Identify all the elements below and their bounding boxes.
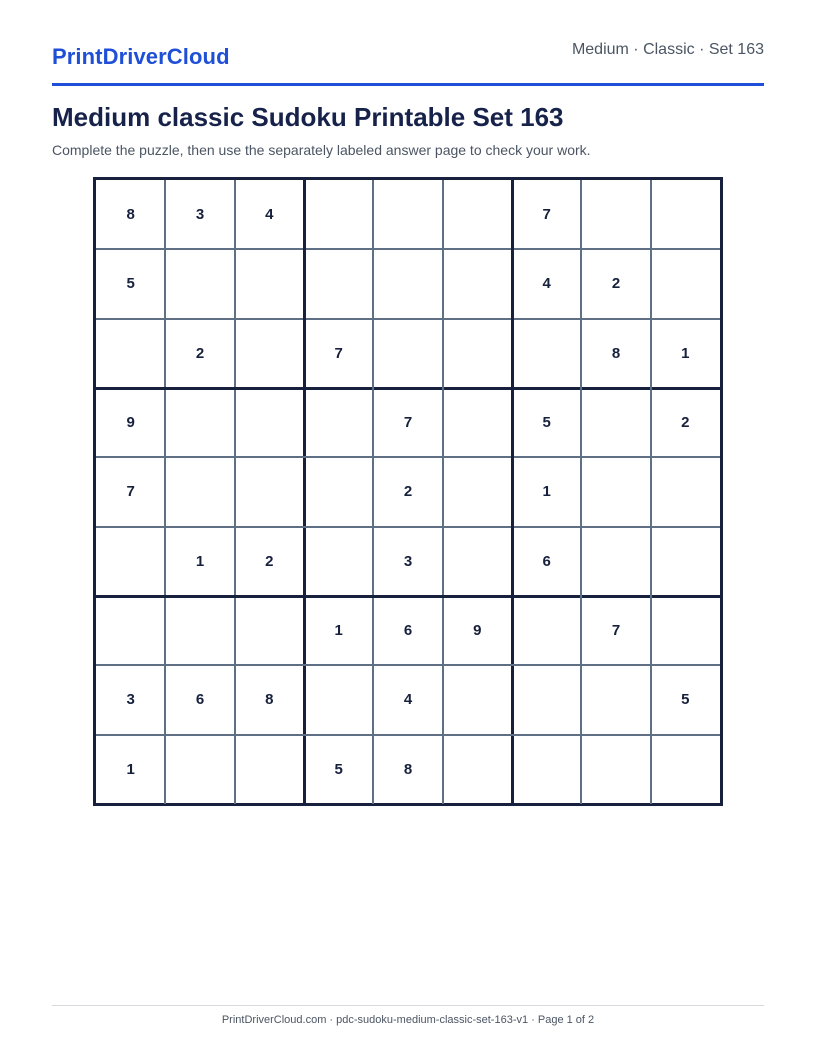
sudoku-cell	[443, 665, 512, 734]
sudoku-cell: 6	[542, 552, 551, 570]
sudoku-cell: 1	[681, 344, 690, 362]
sudoku-cell: 5	[334, 760, 343, 778]
sudoku-cell	[165, 457, 234, 526]
sudoku-cell	[443, 527, 512, 596]
sudoku-cell	[235, 457, 304, 526]
sudoku-grid	[93, 177, 723, 806]
sudoku-cell	[651, 596, 720, 665]
sudoku-cell	[443, 457, 512, 526]
sudoku-cell	[165, 388, 234, 457]
sudoku-cell: 7	[542, 206, 551, 224]
sudoku-cell	[651, 180, 720, 249]
sudoku-cell: 5	[681, 691, 690, 709]
sudoku-cell	[373, 249, 442, 318]
page-subtitle: Complete the puzzle, then use the separately labeled answer page to check your work.	[52, 142, 591, 158]
sudoku-cell: 3	[195, 206, 205, 224]
sudoku-cell: 1	[542, 483, 551, 501]
sudoku-cell	[235, 388, 304, 457]
sudoku-cell: 4	[403, 691, 413, 709]
sudoku-cell: 1	[126, 760, 135, 778]
footer-divider	[52, 1005, 764, 1006]
sudoku-cell	[651, 249, 720, 318]
sudoku-cell	[443, 249, 512, 318]
sudoku-cell: 2	[265, 552, 274, 570]
sudoku-cell: 8	[265, 691, 274, 709]
sudoku-cell	[165, 596, 234, 665]
sudoku-cell	[165, 735, 234, 804]
sudoku-cell	[581, 388, 650, 457]
sudoku-cell: 5	[542, 414, 551, 432]
sudoku-cell	[165, 249, 234, 318]
page-footer: PrintDriverCloud.com · pdc-sudoku-medium-classic-set-163-v1 · Page 1 of 2	[221, 1014, 595, 1026]
sudoku-cell	[651, 527, 720, 596]
sudoku-cell: 8	[611, 344, 621, 362]
sudoku-cell: 2	[195, 344, 205, 362]
sudoku-cell: 2	[681, 414, 690, 432]
sudoku-cell	[443, 180, 512, 249]
brand-logo-text: PrintDriverCloud	[52, 44, 230, 69]
sudoku-cell: 6	[403, 622, 413, 640]
sudoku-cell	[443, 319, 512, 388]
sudoku-cell: 3	[126, 691, 135, 709]
sudoku-cell: 8	[403, 760, 413, 778]
sudoku-cell: 8	[126, 206, 135, 224]
sudoku-cell	[96, 319, 165, 388]
sudoku-cell: 3	[403, 552, 413, 570]
sudoku-cell	[304, 388, 373, 457]
sudoku-cell: 9	[473, 622, 482, 640]
page-title: Medium classic Sudoku Printable Set 163	[52, 102, 564, 132]
sudoku-cell	[512, 665, 581, 734]
sudoku-cell	[304, 249, 373, 318]
sudoku-cell	[581, 527, 650, 596]
sudoku-cell	[581, 457, 650, 526]
sudoku-cell	[304, 527, 373, 596]
sudoku-cell	[373, 180, 442, 249]
sudoku-cell	[443, 388, 512, 457]
sudoku-cell	[304, 457, 373, 526]
sudoku-cell: 9	[126, 414, 135, 432]
sudoku-cell	[235, 319, 304, 388]
sudoku-cell: 7	[611, 622, 621, 640]
sudoku-cell: 7	[403, 414, 413, 432]
sudoku-cell	[235, 249, 304, 318]
sudoku-cell	[373, 319, 442, 388]
sudoku-cell	[512, 596, 581, 665]
sudoku-cell: 1	[195, 552, 205, 570]
sudoku-cell	[651, 735, 720, 804]
puzzle-meta: Medium · Classic · Set 163	[571, 41, 764, 58]
sudoku-cell	[581, 735, 650, 804]
sudoku-cell	[96, 596, 165, 665]
sudoku-cell: 6	[195, 691, 205, 709]
sudoku-cell: 2	[611, 275, 621, 293]
sudoku-cell	[512, 319, 581, 388]
sudoku-cell	[581, 180, 650, 249]
header-divider	[52, 83, 764, 86]
sudoku-cell: 5	[126, 275, 135, 293]
sudoku-cell: 2	[403, 483, 413, 501]
sudoku-cell: 4	[542, 275, 551, 293]
sudoku-cell	[96, 527, 165, 596]
sudoku-cell	[235, 735, 304, 804]
sudoku-cell: 7	[334, 344, 343, 362]
sudoku-cell	[512, 735, 581, 804]
sudoku-cell: 4	[265, 206, 274, 224]
sudoku-cell	[443, 735, 512, 804]
sudoku-cell: 7	[126, 483, 135, 501]
sudoku-cell	[304, 180, 373, 249]
sudoku-cell: 1	[334, 622, 343, 640]
sudoku-cell	[581, 665, 650, 734]
sudoku-cell	[304, 665, 373, 734]
sudoku-cell	[235, 596, 304, 665]
sudoku-cell	[651, 457, 720, 526]
